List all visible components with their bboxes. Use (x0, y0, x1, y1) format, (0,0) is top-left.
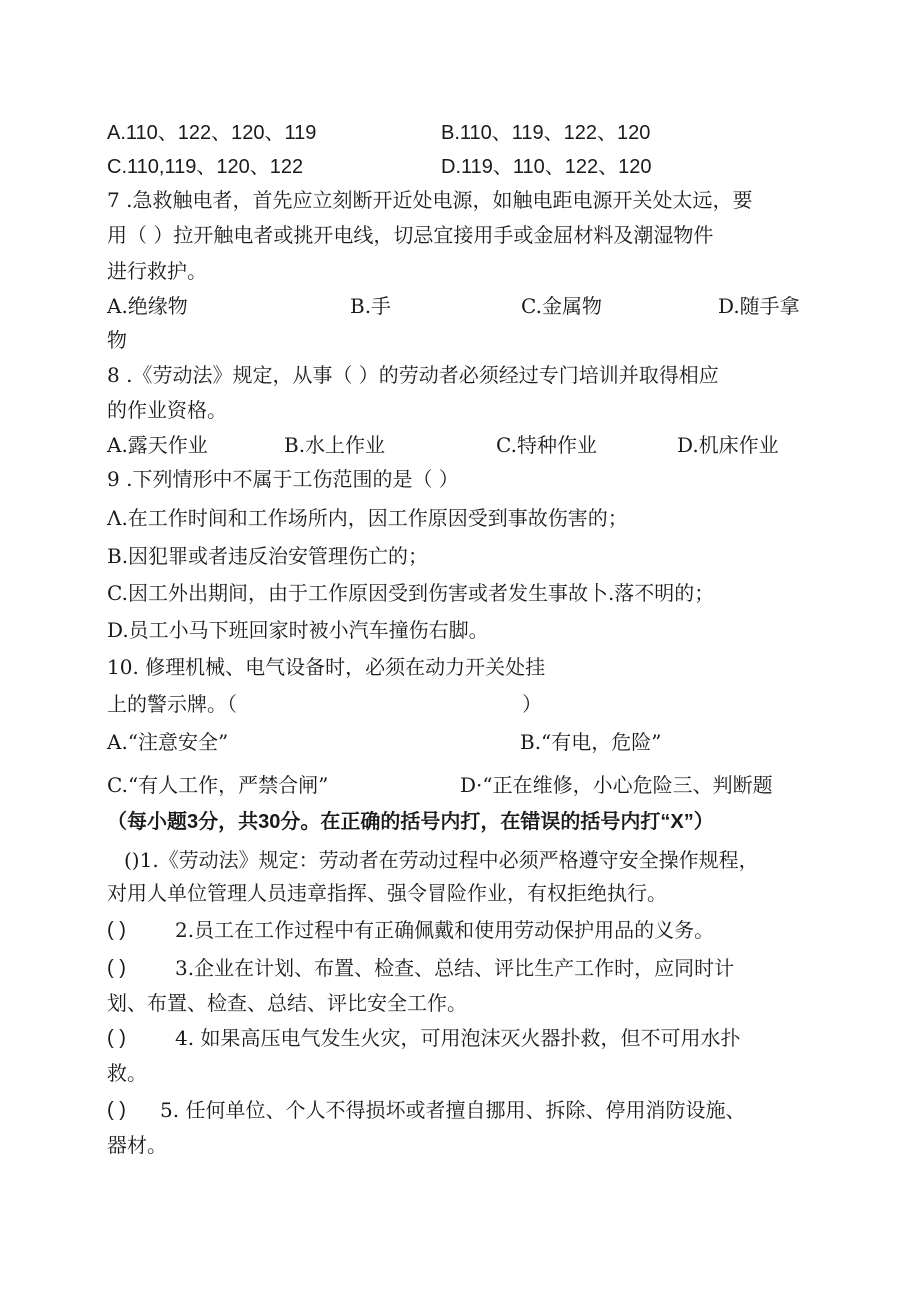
q9-option-c: C.因工外出期间，由于工作原因受到伤害或者发生事故卜.落不明的； (107, 581, 715, 605)
judge-5-text: 5. 任何单位、个人不得损坏或者擅自挪用、拆除、停用消防设施、 (160, 1098, 746, 1122)
judge-5-bracket[interactable]: ( ) (107, 1099, 126, 1121)
section3-instruction: （每小题3分，共30分。在正确的括号内打，在错误的括号内打“X”） (107, 811, 714, 833)
judge-2-text: 2.员工在工作过程中有正确佩戴和使用劳动保护用品的义务。 (175, 918, 715, 942)
q7-option-d: D.随手拿 (718, 294, 800, 318)
q7-option-a: A.绝缘物 (107, 294, 188, 318)
q7-line-1: 7 .急救触电者，首先应立刻断开近处电源，如触电距电源开关处太远，要 (107, 188, 753, 212)
q8-option-a: A.露天作业 (107, 433, 208, 457)
q9-line-1: 9 .下列情形中不属于工伤范围的是（ ） (107, 467, 459, 491)
q7-option-b: B.手 (350, 294, 392, 318)
q8-line-1: 8 .《劳动法》规定，从事（ ）的劳动者必须经过专门培训并取得相应 (107, 363, 719, 387)
q10-option-c: C.“有人工作，严禁合闸” (107, 773, 329, 797)
judge-4-line-2: 救。 (107, 1061, 147, 1085)
q9-option-d: D.员工小马下班回家时被小汽车撞伤右脚。 (107, 618, 489, 642)
judge-4-bracket[interactable]: ( ) (107, 1027, 126, 1049)
q9-option-b: B.因犯罪或者违反治安管理伤亡的； (107, 544, 429, 568)
q10-answer-bracket-close: ） (522, 692, 542, 716)
q8-option-c: C.特种作业 (496, 433, 597, 457)
q10-line-2: 上的警示牌。（ (107, 692, 237, 716)
judge-1-line-2: 对用人单位管理人员违章指挥、强令冒险作业，有权拒绝执行。 (107, 881, 667, 905)
judge-3-text: 3.企业在计划、布置、检查、总结、评比生产工作时，应同时计 (175, 956, 735, 980)
q10-option-d-with-section-heading: D·“正在维修，小心危险三、判断题 (460, 773, 773, 797)
judge-5-line-2: 器材。 (107, 1133, 167, 1157)
q8-line-2: 的作业资格。 (107, 398, 227, 422)
judge-4-text: 4. 如果高压电气发生火灾，可用泡沫灭火器扑救，但不可用水扑 (175, 1026, 741, 1050)
q8-option-d: D.机床作业 (677, 433, 779, 457)
q10-option-a: A.“注意安全” (107, 730, 229, 754)
q10-option-b: B.“有电，危险” (520, 730, 662, 754)
q6-option-a: A.110、122、120、119 (107, 122, 317, 144)
q6-option-d: D.119、110、122、120 (441, 156, 652, 178)
q10-line-1: 10. 修理机械、电气设备时，必须在动力开关处挂 (107, 655, 546, 679)
q9-option-a: Λ.在工作时间和工作场所内，因工作原因受到事故伤害的； (107, 506, 628, 530)
q8-option-b: B.水上作业 (284, 433, 386, 457)
q7-line-2: 用（ ）拉开触电者或挑开电线，切忌宜接用手或金屈材料及潮湿物件 (107, 223, 714, 247)
judge-1-line-1: ()1.《劳动法》规定：劳动者在劳动过程中必须严格遵守安全操作规程， (124, 848, 759, 872)
q6-option-b: B.110、119、122、120 (441, 122, 651, 144)
judge-2-bracket[interactable]: ( ) (107, 919, 126, 941)
q6-option-c: C.110,119、120、122 (107, 156, 304, 178)
q7-option-c: C.金属物 (521, 294, 602, 318)
judge-3-bracket[interactable]: ( ) (107, 957, 126, 979)
judge-3-line-2: 划、布置、检查、总结、评比安全工作。 (107, 991, 467, 1015)
q7-line-3: 进行救护。 (107, 259, 207, 283)
q7-option-d-continued: 物 (107, 328, 127, 352)
